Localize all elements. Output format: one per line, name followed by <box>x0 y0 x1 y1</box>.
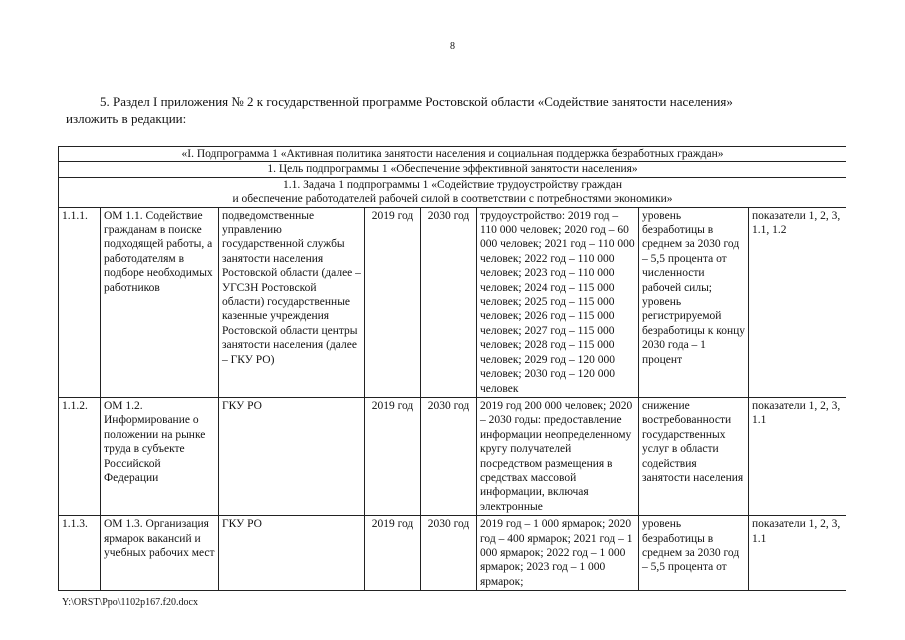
expected-result: 2019 год – 1 000 ярмарок; 2020 год – 400 ярмарок; 2021 год – 1 000 ярмарок; 2022 год – 1 000 ярмарок; 2023 год – 1 000 ярмарок; <box>477 516 639 591</box>
end-year: 2030 год <box>421 397 477 515</box>
indicator-link: показатели 1, 2, 3, 1.1 <box>749 397 847 515</box>
consequence: уровень безработицы в среднем за 2030 год – 5,5 процента от <box>639 516 749 591</box>
start-year: 2019 год <box>365 207 421 397</box>
goal-title: 1. Цель подпрограммы 1 «Обеспечение эффективной занятости населения» <box>59 162 847 177</box>
table-row <box>59 397 847 515</box>
intro-line-2: изложить в редакции: <box>66 111 187 126</box>
intro-paragraph <box>66 93 846 127</box>
row-number: 1.1.2. <box>59 397 101 515</box>
file-path-footer: Y:\ORST\Ppo\1102p167.f20.docx <box>62 597 198 608</box>
measure-name: ОМ 1.2. Информирование о положении на рынке труда в субъекте Российской Федерации <box>101 397 219 515</box>
table-row <box>59 207 847 397</box>
consequence: снижение востребованности государственных услуг в области содействия занятости населения <box>639 397 749 515</box>
expected-result: трудоустройство: 2019 год – 110 000 человек; 2020 год – 60 000 человек; 2021 год – 110 000 человек; 2022 год – 110 000 человек; 2023 год – 110 000 человек; 2024 год – 115 000 человек; 2025 год – 115 000 человек; 2026 год – 115 000 человек; 2027 год – 115 000 человек; 2028 год – 115 000 человек; 2029 год – 120 000 человек; 2030 год – 120 000 человек <box>477 207 639 397</box>
consequence: уровень безработицы в среднем за 2030 год – 5,5 процента от численности рабочей силы; уровень регистрируемой безработицы к концу 2030 года – 1 процент <box>639 207 749 397</box>
end-year: 2030 год <box>421 516 477 591</box>
start-year: 2019 год <box>365 397 421 515</box>
task-title-line-1: 1.1. Задача 1 подпрограммы 1 «Содействие трудоустройству граждан <box>283 178 622 191</box>
start-year: 2019 год <box>365 516 421 591</box>
row-number: 1.1.1. <box>59 207 101 397</box>
table-header-subprogram <box>59 147 847 162</box>
executor: подведомственные управлению государственной службы занятости населения Ростовской области (далее – УГСЗН Ростовской области) государственные казенные учреждения Ростовской области центры занятости населения (далее – ГКУ РО) <box>219 207 365 397</box>
subprogram-title: «I. Подпрограмма 1 «Активная политика занятости населения и социальная поддержка безработных граждан» <box>59 147 847 162</box>
task-title-line-2: и обеспечение работодателей рабочей силой в соответствии с потребностями экономики» <box>232 193 673 206</box>
program-table <box>58 146 846 591</box>
program-table-container <box>58 146 846 594</box>
intro-line-1: 5. Раздел I приложения № 2 к государственной программе Ростовской области «Содействие занятости населения» <box>100 94 733 109</box>
expected-result: 2019 год 200 000 человек; 2020 – 2030 годы: предоставление информации неопределенному кругу получателей посредством размещения в средствах массовой информации, включая электронные <box>477 397 639 515</box>
indicator-link: показатели 1, 2, 3, 1.1 <box>749 516 847 591</box>
row-number: 1.1.3. <box>59 516 101 591</box>
indicator-link: показатели 1, 2, 3, 1.1, 1.2 <box>749 207 847 397</box>
page-number: 8 <box>450 41 455 52</box>
task-title <box>59 177 847 207</box>
table-header-goal <box>59 162 847 177</box>
table-header-task <box>59 177 847 207</box>
measure-name: ОМ 1.1. Содействие гражданам в поиске подходящей работы, а работодателям в подборе необходимых работников <box>101 207 219 397</box>
executor: ГКУ РО <box>219 516 365 591</box>
end-year: 2030 год <box>421 207 477 397</box>
table-row <box>59 516 847 591</box>
executor: ГКУ РО <box>219 397 365 515</box>
measure-name: ОМ 1.3. Организация ярмарок вакансий и учебных рабочих мест <box>101 516 219 591</box>
